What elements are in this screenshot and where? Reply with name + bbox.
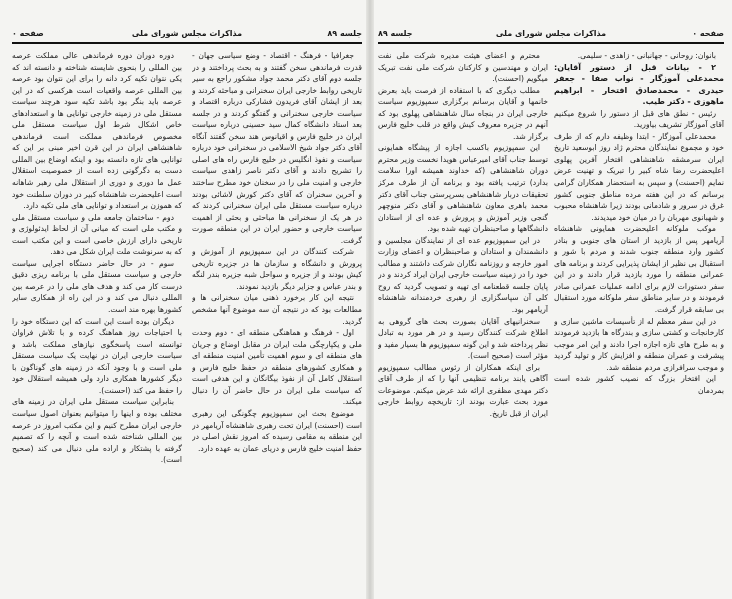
paragraph: دوره دوران دوره فرماندهی عالی مملکت عرصه بین المللی را بنحوی شایسته شناخته و دانسته اند که یکی نتوان تکیه کرد دانه را برای این نتوان بود عرصه بین المللی عرصه واقعیات است هرکسی که در این عرصه باید بنگر بود باشد تکیه سود هرچند سیاست مستقل ملی در زمینه خارجی توانایی ها و استعدادهای خاص اشکال شرط اول سیاست مستقل ملی مخصوص فرماندهی مملکت است فرماندهی شاهنشاهی ایران در این قرن اخیر مبنی بر این که توانایی های تازه دانسته بود و اینکه اوضاع بین المللی دست به دگرگونی زده است از خصوصیت استقلال عمل ما دوری و دوری از استقلال ملی رهبر شاهانه است اعلیحضرت شاهنشاه کبیر در دوران سلطنت خود که هموزن بر استعداد و توانایی های ملی تکیه دارد.: [12, 51, 182, 211]
page-header: [378, 24, 724, 44]
paragraph: در این سفر معظم له از تأسیسات ماشین سازی و کارخانجات و کشتی سازی و بندرگاه ها بازدید فرمودند و به طرح های تازه اجازه اجرا دادند و این امر موجب پیشرفت و عمران منطقه و افزایش کار و تولید گردید و موجب سرافرازی مردم منطقه شد.: [554, 316, 724, 372]
speaker-paragraph: محمدعلی آموزگار - ابتدا وظیفه دارم که از طرف خود و مجموع نمایندگان محترم ژاد روز ابوسعید تاریخ ایران سرمشقه شاهنشاهی افتخار آفرین پهلوی اعلیحضرت رضا شاه کبیر را تبریک و تهنیت عرض نمایم (احسنت) و سپس به استحضار همکاران گرامی برسانم که در این هفته مرده مناطق جنوبی کشور غرق در سرور و شادمانی بودند زیرا شاهنشاه محبوب و شهبانوی مهربان را در میان خود میدیدند.: [554, 131, 724, 222]
paragraph: بنابراین سیاست مستقل ملی ایران در زمینه های مختلف بوده و اینها را میتوانیم بعنوان اصول سیاست خارجی ایران مطرح کنیم و این مکتب امروز در عرصه بین المللی شناخته شده است و آنچه را که تصمیم گرفته با پشتکار و اراده ملی دنبال می کند (صحیح است).: [12, 397, 182, 465]
paragraph: برای اینکه همکاران از رئوس مطالب سمپوزیوم آگاهی یابند برنامه تنظیمی آنها را که از طرف آقای دکتر مهدی مظفری ارائه شد عرض میکنم. موضوعات مورد بحث عبارت بودند از: تاریخچه روابط خارجی ایران از قبل تاریخ.: [378, 362, 548, 418]
running-title: مذاکرات مجلس شورای ملی: [131, 29, 243, 38]
paragraph: شرکت کنندگان در این سمپوزیوم از آموزش و پرورش و دانشگاه و سازمان ها در جزیره تاریخی کیش بودند و از جزیره و سواحل شبه جزیره بندر لنگه و بندر عباس و جزایر دیگر بازدید نمودند.: [192, 247, 362, 291]
paragraph: جغرافیا - فرهنگ - اقتصاد - وضع سیاسی جهان - قدرت فرماندهی سخن گفتند و به بحث پرداختند و در جلسه دوم آقای دکتر محمد جواد مشکور راجع به سیر تاریخی روابط خارجی ایران سخنرانی و مباحثه کردند و بعد از ایشان آقای فریدون فشارکی درباره اقتصاد و سیاست خارجی سخنرانی و گفتگو کردند و در جلسه بعد استاد دانشگاه کمال سید حسینی درباره سیاست ایران در خلیج فارس و اقیانوس هند سخن گفتند آنگاه آقای دکتر جواد شیخ الاسلامی در سخنرانی خود درباره سیاست و نفوذ انگلیس در خلیج فارس راه های اصلی را تشریح دادند و آقای دکتر ناصر زاهدی سیاست خارجی و امنیت ملی را در سخنان خود مطرح ساختند و آخرین سخنران که آقای دکتر کورش لاشائی بودند درباره سیاست مستقل ملی ایران سخنرانی کردند که در هر یک از سخنرانی ها مباحثی و بحثی از اهمیت سیاست خارجی و حضور ایران در این منطقه صورت گرفت.: [192, 51, 362, 245]
paragraph: محترم و اعضای هیئت مدیره شرکت ملی نفت ایران و مهندسین و کارکنان شرکت ملی نفت تبریک میگویم (احسنت).: [378, 51, 548, 84]
page-number: صفحه ۰: [12, 29, 44, 38]
left-page: [8, 0, 366, 599]
book-gutter: [366, 0, 374, 599]
paragraph: مطلب دیگری که با استفاده از فرصت باید بعرض خانمها و آقایان برسانم برگزاری سمپوزیوم سیاست خارجی ایران در بنجاه سال شاهنشاهی پهلوی بود که آنهم در جزیره معروف کیش واقع در قلب خلیج فارس برگزار شد.: [378, 85, 548, 141]
agenda-heading: ۲ - بیانات قبل از دستور آقایان: محمدعلی آموزگار - نواب صفا - جعفر حیدری - محمدصادق افتخار - ابراهیم ماهوزی - دکتر طیب.: [554, 62, 724, 107]
paragraph: دوم - ساختمان جامعه ملی و سیاست مستقل ملی و مکتب ملی است که مبانی آن از لحاظ ایدئولوژی و تاریخی دارای ارزش خاصی است و این مکتب است که به سرنوشت ملت ایران شکل می دهد.: [12, 212, 182, 257]
session-number: جلسه ۸۹: [327, 29, 362, 38]
session-number: جلسه ۸۹: [378, 29, 413, 38]
paragraph: موضوع بحث این سمپوزیوم چگونگی این رهبری است (احسنت) ایران تحت رهبری شاهنشاه آریامهر در این منطقه به مقامی رسیده که امروز نقش اصلی در حفظ امنیت خلیج فارس و دریای عمان به عهده دارد.: [192, 408, 362, 453]
paragraph: اول - فرهنگ و هماهنگی منطقه ای - دوم وحدت ملی و یکپارچگی ملت ایران در مقابل اوضاع و جریان های منطقه ای و سوم اهمیت تأمین امنیت منطقه ای و همکاری کشورهای منطقه در حفظ خلیج فارس و استقلال کامل آن از نفوذ بیگانگان و این هدفی است که سیاست ملی ایران در حال حاضر آن را دنبال میکند.: [192, 328, 362, 407]
attendance-line: بانوان: روحانی - جهانبانی - زاهدی - سلیمی.: [577, 51, 716, 60]
paragraph: موکب ملوکانه اعلیحضرت همایونی شاهنشاه آریامهر پس از بازدید از استان های جنوبی و بنادر کشور وارد منطقه جنوب شدند و مردم با شور و استقبال بی نظیر از ایشان پذیرایی کردند و برنامه های عمرانی منطقه را مورد بازدید قرار دادند و در این سفر دستورات لازم برای ادامه عملیات عمرانی صادر فرمودند و در سایر مناطق سفر ملوکانه مورد استقبال بی سابقه قرار گرفت.: [554, 224, 724, 315]
paragraph: در این سمپوزیوم عده ای از نمایندگان مجلسین و دانشمندان و استادان و صاحبنظران و اعضای وزارت امور خارجه و روزنامه نگاران شرکت داشتند و مطالب خود را در زمینه سیاست خارجی ایران ایراد کردند و در پایان جلسه قطعنامه ای تهیه و تصویب گردید که روح کلی آن سپاسگزاری از رهبری خردمندانه شاهنشاه آریامهر بود.: [378, 235, 548, 315]
speaker-paragraph: رئیس - نطق های قبل از دستور را شروع میکنیم آقای آموزگار تشریف بیاورید.: [554, 108, 724, 130]
text-column-left: [12, 50, 182, 595]
page-header: [12, 24, 362, 44]
text-column-left: [378, 50, 548, 595]
paragraph: این سمپوزیوم باکسب اجازه از پیشگاه همایونی توسط جناب آقای امیرعباس هویدا نخست وزیر محترم دوران شاهنشاهی (که خداوند همیشه اورا سلامت بدارد) ترتیب یافته بود و برنامه آن از طرف مرکز تحقیقات دربار شاهنشاهی بسرپرستی جناب آقای دکتر محمد باهری معاون شاهنشاهی و آقای دکتر منوچهر گنجی وزیر آموزش و پرورش و عده ای از استادان دانشگاهها و صاحبنظران تهیه شده بود.: [378, 143, 548, 234]
running-title: مذاکرات مجلس شورای ملی: [495, 29, 607, 38]
page-number: صفحه ۰: [692, 29, 724, 38]
paragraph: سخنرانیهای آقایان بصورت بحث های گروهی به اطلاع شرکت کنندگان رسید و در هر مورد به تبادل نظر پرداخته شد و این گونه سمپوزیوم ها بسیار مفید و مؤثر است (صحیح است).: [378, 316, 548, 361]
text-column-right: [192, 50, 362, 595]
text-column-right: [554, 50, 724, 595]
paragraph: سوم - در حال حاضر دستگاه اجرایی سیاست خارجی و سیاست مستقل ملی با برنامه ریزی دقیق درست کار می کند و هدف های ملی را در عرصه بین المللی دنبال می کند و در این راه از همکاری سایر کشورها بهره مند است.: [12, 258, 182, 315]
paragraph: دیگران بوده است این است که این دستگاه خود را با احتیاجات روز هماهنگ کرده و با تلاش فراوان توانسته است پاسخگوی نیازهای مملکت باشد و سیاست خارجی ایران در نهایت یک سیاست مستقل ملی است و با وجود آنکه در زمینه های گوناگون با دیگر کشورها همکاری دارد ولی همیشه استقلال خود را حفظ می کند (احسنت).: [12, 316, 182, 395]
paragraph: نتیجه این کار برخورد ذهنی میان سخنرانی ها و مطالعات بود که در نتیجه آن سه موضوع آنها مشخص گردید.: [192, 293, 362, 326]
paragraph: این افتخار بزرگ که نصیب کشور شده است بمردمان: [554, 374, 724, 395]
right-page: [374, 0, 728, 599]
